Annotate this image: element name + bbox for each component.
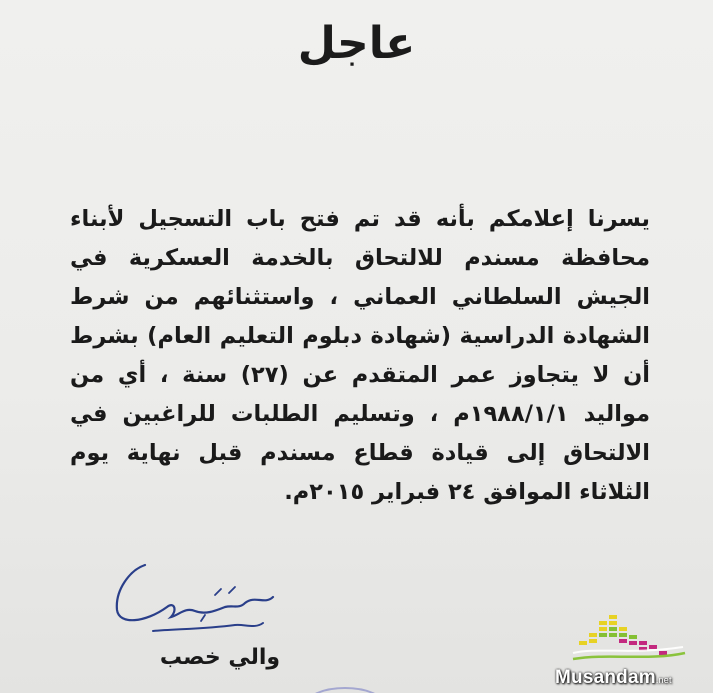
equalizer-logo-icon [569, 607, 689, 665]
document-body: يسرنا إعلامكم بأنه قد تم فتح باب التسجيل لأبناء محافظة مسندم للالتحاق بالخدمة العسكرية في الجيش السلطاني العماني ، واستثنائهم من شرط الشهادة الدراسية (شهادة دبلوم التعليم العام) بشرط أن لا يتجاوز عمر المتقدم عن (٢٧) سنة ، أي من مواليد ١٩٨٨/١/١م ، وتسليم الطلبات للراغبين في الالتحاق إلى قيادة قطاع مسندم قبل نهاية يوم الثلاثاء الموافق ٢٤ فبراير ٢٠١٥م. [70, 206, 650, 505]
musandam-watermark-logo [555, 607, 705, 689]
document-title: عاجل [297, 18, 416, 69]
signature-image [105, 545, 280, 645]
signer-title: والي خصب [159, 645, 281, 670]
watermark-suffix: .net [655, 675, 672, 685]
watermark-site: Musandam [555, 667, 656, 688]
watermark-text [555, 667, 672, 689]
stamp-mark [300, 676, 390, 693]
